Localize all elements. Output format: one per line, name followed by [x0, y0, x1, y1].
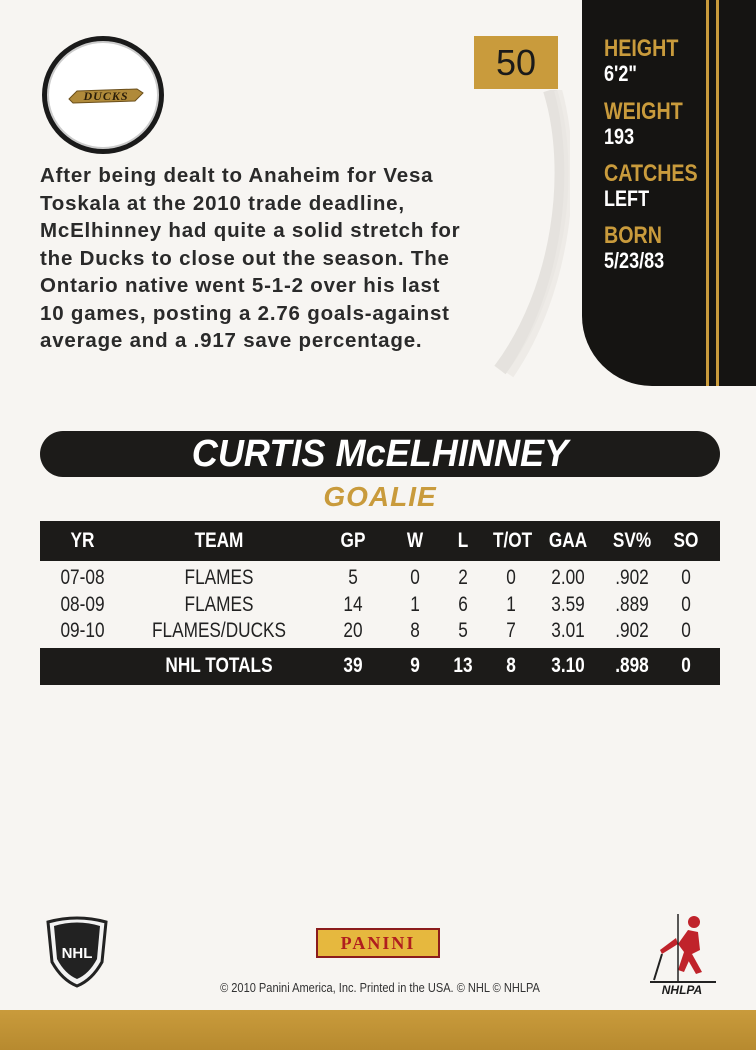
cell-w: 1 [410, 592, 420, 616]
cell-yr: 08-09 [60, 592, 105, 616]
weight-label: WEIGHT [604, 98, 683, 125]
header-gaa: GAA [548, 529, 588, 552]
table-row [40, 565, 720, 592]
team-logo [42, 36, 164, 154]
totals-sv: .898 [615, 654, 649, 677]
cell-sv: .902 [615, 566, 649, 590]
cell-so: 0 [681, 592, 691, 616]
cell-gp: 20 [343, 619, 363, 643]
cell-sv: .889 [615, 592, 649, 616]
catches-label: CATCHES [604, 160, 698, 187]
header-tot: T/OT [492, 529, 533, 552]
totals-l: 13 [453, 654, 473, 677]
cell-gaa: 2.00 [551, 566, 585, 590]
stats-totals-row [40, 648, 720, 685]
catches-info [604, 161, 718, 211]
cell-w: 0 [410, 566, 420, 590]
svg-text:DUCKS: DUCKS [83, 89, 129, 103]
totals-label: NHL TOTALS [165, 654, 273, 677]
cell-l: 6 [458, 592, 468, 616]
height-info [604, 36, 695, 86]
born-value: 5/23/83 [604, 248, 665, 273]
cell-w: 8 [410, 619, 420, 643]
header-gp: GP [340, 529, 366, 552]
svg-text:NHL: NHL [61, 945, 93, 962]
header-yr: YR [70, 529, 95, 552]
bottom-band [0, 1010, 756, 1050]
cell-tot: 7 [506, 619, 516, 643]
cell-gp: 5 [348, 566, 358, 590]
weight-value: 193 [604, 124, 635, 149]
stats-header-row [40, 521, 720, 561]
cell-yr: 09-10 [60, 619, 105, 643]
ducks-logo-icon [67, 85, 145, 105]
cell-l: 2 [458, 566, 468, 590]
totals-gaa: 3.10 [551, 654, 585, 677]
totals-tot: 8 [506, 654, 516, 677]
totals-so: 0 [681, 654, 691, 677]
cell-gaa: 3.59 [551, 592, 585, 616]
panini-logo [316, 928, 440, 958]
cell-yr: 07-08 [60, 566, 105, 590]
card-number: 50 [474, 36, 558, 89]
player-name: CURTIS McELHINNEY [191, 433, 569, 475]
nhlpa-text: NHLPA [661, 983, 703, 997]
nhl-shield-icon [42, 914, 112, 988]
catches-value: LEFT [604, 186, 650, 211]
born-info [604, 223, 677, 273]
table-row [40, 592, 720, 619]
header-w: W [406, 529, 424, 552]
totals-w: 9 [410, 654, 420, 677]
header-l: L [457, 529, 469, 552]
cell-tot: 0 [506, 566, 516, 590]
name-banner [40, 431, 720, 477]
cell-sv: .902 [615, 619, 649, 643]
player-bio: After being dealt to Anaheim for Vesa Toskala at the 2010 trade deadline, McElhinney had quite a solid stretch for the Ducks to close out the season. The Ontario native went 5-1-2 over his last 10 games, posting a 2.76 goals-against average and a .917 save percentage. [40, 164, 461, 352]
born-label: BORN [604, 222, 662, 249]
cell-gp: 14 [343, 592, 363, 616]
weight-info [604, 99, 700, 149]
cell-so: 0 [681, 566, 691, 590]
cell-team: FLAMES/DUCKS [152, 619, 286, 643]
header-team: TEAM [194, 529, 244, 552]
cell-team: FLAMES [184, 592, 254, 616]
cell-tot: 1 [506, 592, 516, 616]
cell-l: 5 [458, 619, 468, 643]
player-position: GOALIE [323, 481, 437, 512]
totals-gp: 39 [343, 654, 363, 677]
cell-team: FLAMES [184, 566, 254, 590]
stats-table [40, 521, 720, 685]
cell-so: 0 [681, 619, 691, 643]
height-value: 6'2" [604, 61, 637, 86]
copyright-text: © 2010 Panini America, Inc. Printed in the USA. © NHL © NHLPA [220, 980, 540, 995]
panini-brand-text: PANINI [340, 932, 416, 953]
header-sv: SV% [612, 529, 652, 552]
table-row [40, 618, 720, 645]
cell-gaa: 3.01 [551, 619, 585, 643]
height-label: HEIGHT [604, 35, 679, 62]
header-so: SO [673, 529, 699, 552]
